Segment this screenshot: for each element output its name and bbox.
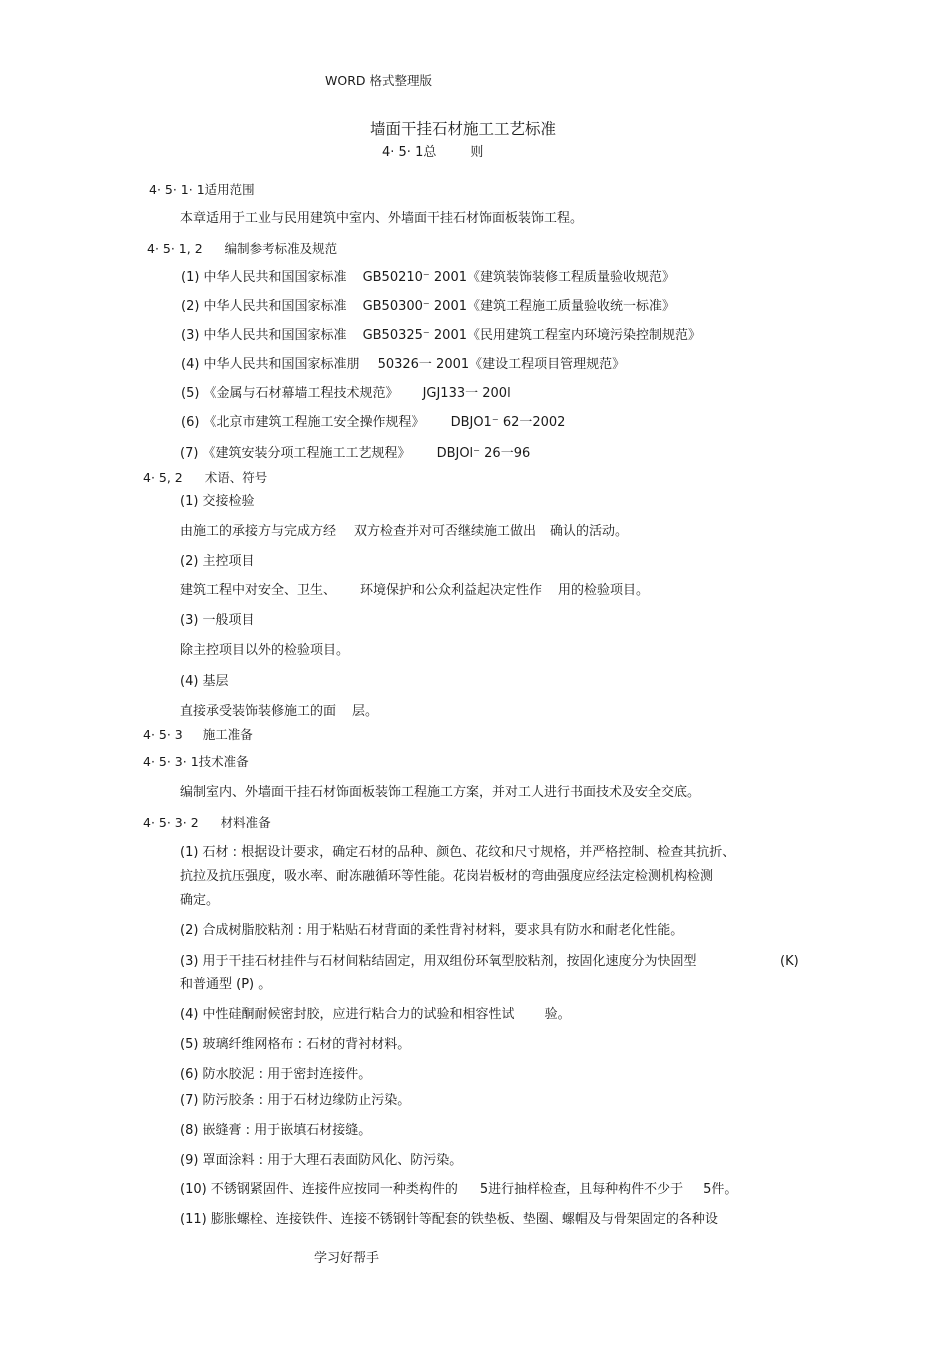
ref-org: (2) 中华人民共和国国家标准: [181, 299, 347, 314]
material-prep-heading: [143, 815, 271, 831]
ref-code: GB50210⁻ 2001《建筑装饰装修工程质量验收规范》: [362, 270, 675, 285]
material-1-line-1: (1) 石材 : 根据设计要求，确定石材的品种、颜色、花纹和尺寸规格，并严格控制、检查其抗折、: [180, 845, 736, 860]
term-4-definition: [180, 704, 378, 720]
prep-heading-text: 施工准备: [202, 727, 253, 742]
material-heading-text: 材料准备: [220, 815, 271, 830]
prep-heading: [143, 727, 253, 743]
material-3-line-1: (3) 用于干挂石材挂件与石材间粘结固定，用双组份环氧型胶粘剂，按固化速度分为快固型: [180, 954, 697, 969]
page-header: WORD 格式整理版: [325, 73, 432, 88]
term-1-definition: [180, 524, 628, 540]
material-part: 5件。: [703, 1182, 738, 1197]
prep-heading-number: 4· 5· 3: [143, 727, 183, 742]
ref-code: GB50325⁻ 2001《民用建筑工程室内环境污染控制规范》: [362, 328, 701, 343]
material-heading-number: 4· 5· 3· 2: [143, 815, 199, 830]
ref-item-1: [181, 270, 675, 286]
ref-org: (1) 中华人民共和国国家标准: [181, 270, 347, 285]
term-3-definition: 除主控项目以外的检验项目。: [180, 643, 350, 658]
term-3-title: (3) 一般项目: [180, 613, 255, 628]
ref-code: DBJOl⁻ 26一96: [436, 446, 531, 461]
document-title: 墙面干挂石材施工工艺标准: [370, 120, 557, 138]
scope-heading: 4· 5· 1· 1适用范围: [149, 182, 255, 197]
tech-prep-text: 编制室内、外墙面干挂石材饰面板装饰工程施工方案，并对工人进行书面技术及安全交底。: [180, 785, 701, 800]
material-11: (11) 膨胀螺栓、连接铁件、连接不锈钢针等配套的铁垫板、垫圈、螺帽及与骨架固定的各种设: [180, 1212, 718, 1227]
definition-part: 直接承受装饰装修施工的面: [180, 704, 337, 719]
terms-heading-text: 术语、符号: [204, 470, 268, 485]
definition-part: 用的检验项目。: [558, 583, 650, 598]
ref-code: JGJ133一 200l: [422, 386, 511, 401]
scope-text: 本章适用于工业与民用建筑中室内、外墙面干挂石材饰面板装饰工程。: [180, 211, 584, 226]
subtitle-number: 4· 5· 1总: [382, 145, 437, 160]
ref-org: (7) 《建筑安装分项工程施工工艺规程》: [180, 446, 411, 461]
material-8: (8) 嵌缝膏 : 用于嵌填石材接缝。: [180, 1123, 372, 1138]
ref-code: DBJO1⁻ 62一2002: [450, 415, 566, 430]
material-1-line-2: 抗拉及抗压强度，吸水率、耐冻融循环等性能。花岗岩板材的弯曲强度应经法定检测机构检测: [180, 869, 714, 884]
material-5: (5) 玻璃纤维网格布 : 石材的背衬材料。: [180, 1037, 411, 1052]
material-part: (10) 不锈钢紧固件、连接件应按同一种类构件的: [180, 1182, 458, 1197]
material-part: 验。: [544, 1007, 571, 1022]
material-part: (4) 中性硅酮耐候密封胶，应进行粘合力的试验和相容性试: [180, 1007, 515, 1022]
terms-heading-number: 4· 5, 2: [143, 470, 183, 485]
ref-org: (6) 《北京市建筑工程施工安全操作规程》: [181, 415, 425, 430]
definition-part: 建筑工程中对安全、卫生、: [180, 583, 337, 598]
terms-heading: [143, 470, 267, 486]
refs-heading: [147, 241, 337, 257]
material-4: [180, 1007, 571, 1023]
term-1-title: (1) 交接检验: [180, 494, 255, 509]
ref-item-2: [181, 299, 675, 315]
definition-part: 层。: [352, 704, 379, 719]
material-9: (9) 罩面涂料 : 用于大理石表面防风化、防污染。: [180, 1153, 463, 1168]
term-4-title: (4) 基层: [180, 674, 229, 689]
material-part: 5进行抽样检查，且每种构件不少于: [479, 1182, 684, 1197]
refs-heading-number: 4· 5· 1, 2: [147, 241, 203, 256]
definition-part: 双方检查并对可否继续施工做出: [354, 524, 537, 539]
section-subtitle: [382, 145, 483, 161]
ref-code: 50326一 2001《建设工程项目管理规范》: [377, 357, 626, 372]
definition-part: 环境保护和公众利益起决定性作: [360, 583, 543, 598]
material-2: (2) 合成树脂胶粘剂 : 用于粘贴石材背面的柔性背衬材料，要求具有防水和耐老化性能。: [180, 923, 684, 938]
ref-org: (5) 《金属与石材幕墙工程技术规范》: [181, 386, 399, 401]
ref-item-4: [181, 357, 625, 373]
tech-prep-heading: 4· 5· 3· 1技术准备: [143, 754, 249, 769]
material-10: [180, 1182, 737, 1198]
refs-heading-text: 编制参考标准及规范: [224, 241, 338, 256]
material-7: (7) 防污胶条 : 用于石材边缘防止污染。: [180, 1093, 411, 1108]
ref-item-5: [181, 386, 511, 402]
subtitle-word: 则: [470, 145, 484, 160]
ref-org: (3) 中华人民共和国国家标准: [181, 328, 347, 343]
term-2-title: (2) 主控项目: [180, 554, 255, 569]
material-1-line-3: 确定。: [180, 893, 220, 908]
ref-code: GB50300⁻ 2001《建筑工程施工质量验收统一标准》: [362, 299, 675, 314]
definition-part: 由施工的承接方与完成方经: [180, 524, 337, 539]
ref-org: (4) 中华人民共和国国家标准朋: [181, 357, 360, 372]
ref-item-7: [180, 446, 530, 462]
material-3-code: (K): [780, 954, 799, 969]
page-footer: 学习好帮手: [314, 1251, 380, 1266]
definition-part: 确认的活动。: [550, 524, 629, 539]
ref-item-3: [181, 328, 701, 344]
ref-item-6: [181, 415, 565, 431]
term-2-definition: [180, 583, 649, 599]
material-6: (6) 防水胶泥 : 用于密封连接件。: [180, 1067, 372, 1082]
material-3-line-2: 和普通型 (P) 。: [180, 977, 272, 992]
